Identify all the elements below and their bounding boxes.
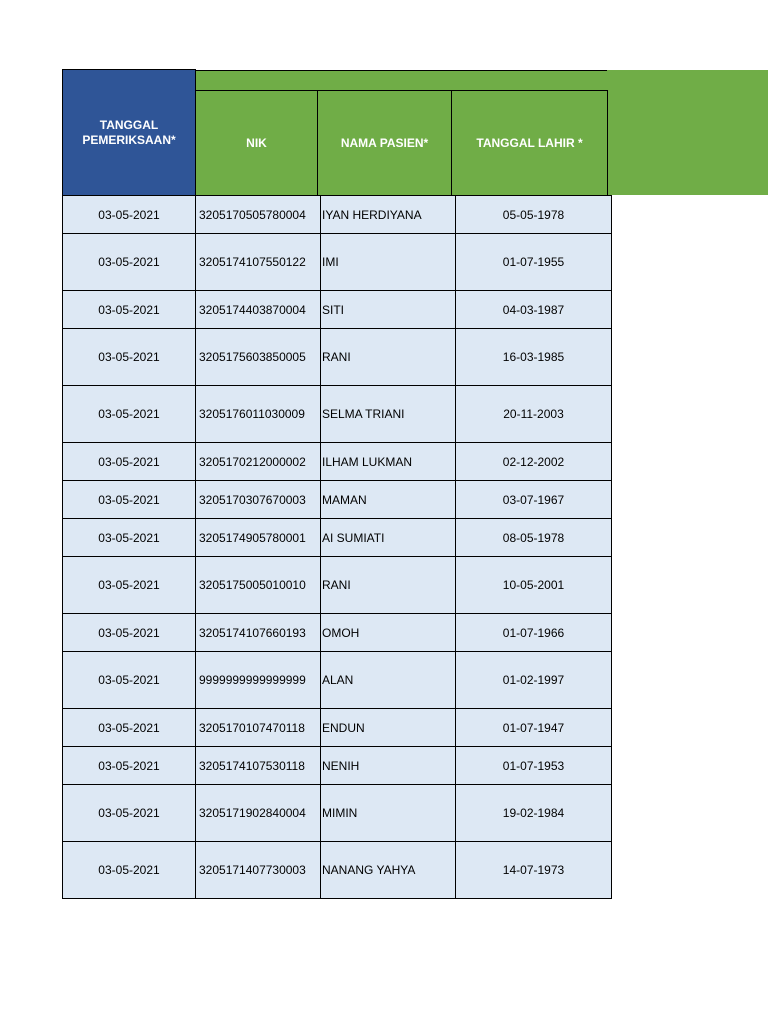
cell-tanggal-pemeriksaan[interactable]: 03-05-2021: [63, 747, 196, 785]
cell-tanggal-pemeriksaan[interactable]: 03-05-2021: [63, 652, 196, 709]
cell-tanggal-lahir[interactable]: 08-05-1978: [456, 519, 612, 557]
cell-nama-pasien[interactable]: ENDUN: [321, 709, 456, 747]
cell-tanggal-pemeriksaan[interactable]: 03-05-2021: [63, 234, 196, 291]
table-row: [63, 842, 612, 899]
cell-nama-pasien[interactable]: NENIH: [321, 747, 456, 785]
table-row: [63, 443, 612, 481]
cell-tanggal-pemeriksaan[interactable]: 03-05-2021: [63, 386, 196, 443]
table-row: [63, 557, 612, 614]
patient-table: [62, 195, 612, 899]
cell-nama-pasien[interactable]: MAMAN: [321, 481, 456, 519]
cell-tanggal-lahir[interactable]: 05-05-1978: [456, 196, 612, 234]
cell-tanggal-pemeriksaan[interactable]: 03-05-2021: [63, 291, 196, 329]
cell-nik[interactable]: 3205170505780004: [196, 196, 321, 234]
cell-nik[interactable]: 3205174107530118: [196, 747, 321, 785]
cell-nik[interactable]: 3205174403870004: [196, 291, 321, 329]
cell-nik[interactable]: 3205170107470118: [196, 709, 321, 747]
table-row: [63, 291, 612, 329]
cell-tanggal-lahir[interactable]: 01-07-1966: [456, 614, 612, 652]
cell-tanggal-lahir[interactable]: 14-07-1973: [456, 842, 612, 899]
cell-nik[interactable]: 3205170307670003: [196, 481, 321, 519]
cell-tanggal-pemeriksaan[interactable]: 03-05-2021: [63, 842, 196, 899]
cell-nama-pasien[interactable]: MIMIN: [321, 785, 456, 842]
cell-nama-pasien[interactable]: SELMA TRIANI: [321, 386, 456, 443]
cell-nik[interactable]: 9999999999999999: [196, 652, 321, 709]
cell-nama-pasien[interactable]: ILHAM LUKMAN: [321, 443, 456, 481]
table-row: [63, 196, 612, 234]
table-row: [63, 785, 612, 842]
cell-nik[interactable]: 3205171902840004: [196, 785, 321, 842]
cell-tanggal-lahir[interactable]: 01-07-1947: [456, 709, 612, 747]
cell-tanggal-pemeriksaan[interactable]: 03-05-2021: [63, 614, 196, 652]
cell-nik[interactable]: 3205171407730003: [196, 842, 321, 899]
cell-nik[interactable]: 3205174107660193: [196, 614, 321, 652]
cell-tanggal-lahir[interactable]: 01-02-1997: [456, 652, 612, 709]
header-green-extension: [607, 70, 768, 195]
column-header-tanggal-pemeriksaan[interactable]: TANGGAL PEMERIKSAAN*: [62, 69, 196, 196]
column-header-nik[interactable]: NIK: [195, 90, 318, 196]
cell-tanggal-lahir[interactable]: 20-11-2003: [456, 386, 612, 443]
cell-tanggal-lahir[interactable]: 03-07-1967: [456, 481, 612, 519]
cell-nama-pasien[interactable]: IMI: [321, 234, 456, 291]
cell-tanggal-lahir[interactable]: 16-03-1985: [456, 329, 612, 386]
cell-nik[interactable]: 3205174107550122: [196, 234, 321, 291]
table-row: [63, 614, 612, 652]
cell-tanggal-pemeriksaan[interactable]: 03-05-2021: [63, 329, 196, 386]
cell-nik[interactable]: 3205170212000002: [196, 443, 321, 481]
cell-tanggal-pemeriksaan[interactable]: 03-05-2021: [63, 557, 196, 614]
cell-tanggal-pemeriksaan[interactable]: 03-05-2021: [63, 709, 196, 747]
cell-nama-pasien[interactable]: RANI: [321, 557, 456, 614]
table-row: [63, 519, 612, 557]
cell-tanggal-lahir[interactable]: 01-07-1953: [456, 747, 612, 785]
cell-tanggal-pemeriksaan[interactable]: 03-05-2021: [63, 785, 196, 842]
cell-tanggal-pemeriksaan[interactable]: 03-05-2021: [63, 519, 196, 557]
cell-nik[interactable]: 3205176011030009: [196, 386, 321, 443]
cell-tanggal-lahir[interactable]: 10-05-2001: [456, 557, 612, 614]
cell-tanggal-lahir[interactable]: 19-02-1984: [456, 785, 612, 842]
column-header-tanggal-lahir[interactable]: TANGGAL LAHIR *: [451, 90, 608, 196]
cell-nik[interactable]: 3205175005010010: [196, 557, 321, 614]
cell-nama-pasien[interactable]: RANI: [321, 329, 456, 386]
cell-tanggal-pemeriksaan[interactable]: 03-05-2021: [63, 481, 196, 519]
table-row: [63, 386, 612, 443]
cell-tanggal-lahir[interactable]: 01-07-1955: [456, 234, 612, 291]
column-header-nama-pasien[interactable]: NAMA PASIEN*: [317, 90, 452, 196]
cell-tanggal-lahir[interactable]: 04-03-1987: [456, 291, 612, 329]
cell-nik[interactable]: 3205174905780001: [196, 519, 321, 557]
cell-nama-pasien[interactable]: NANANG YAHYA: [321, 842, 456, 899]
cell-nama-pasien[interactable]: ALAN: [321, 652, 456, 709]
table-row: [63, 234, 612, 291]
table-row: [63, 481, 612, 519]
cell-nama-pasien[interactable]: OMOH: [321, 614, 456, 652]
cell-tanggal-pemeriksaan[interactable]: 03-05-2021: [63, 196, 196, 234]
header-green-band: [196, 70, 608, 91]
cell-nama-pasien[interactable]: AI SUMIATI: [321, 519, 456, 557]
cell-nama-pasien[interactable]: SITI: [321, 291, 456, 329]
cell-tanggal-lahir[interactable]: 02-12-2002: [456, 443, 612, 481]
cell-nik[interactable]: 3205175603850005: [196, 329, 321, 386]
table-row: [63, 709, 612, 747]
cell-nama-pasien[interactable]: IYAN HERDIYANA: [321, 196, 456, 234]
table-row: [63, 329, 612, 386]
table-row: [63, 652, 612, 709]
table-row: [63, 747, 612, 785]
cell-tanggal-pemeriksaan[interactable]: 03-05-2021: [63, 443, 196, 481]
